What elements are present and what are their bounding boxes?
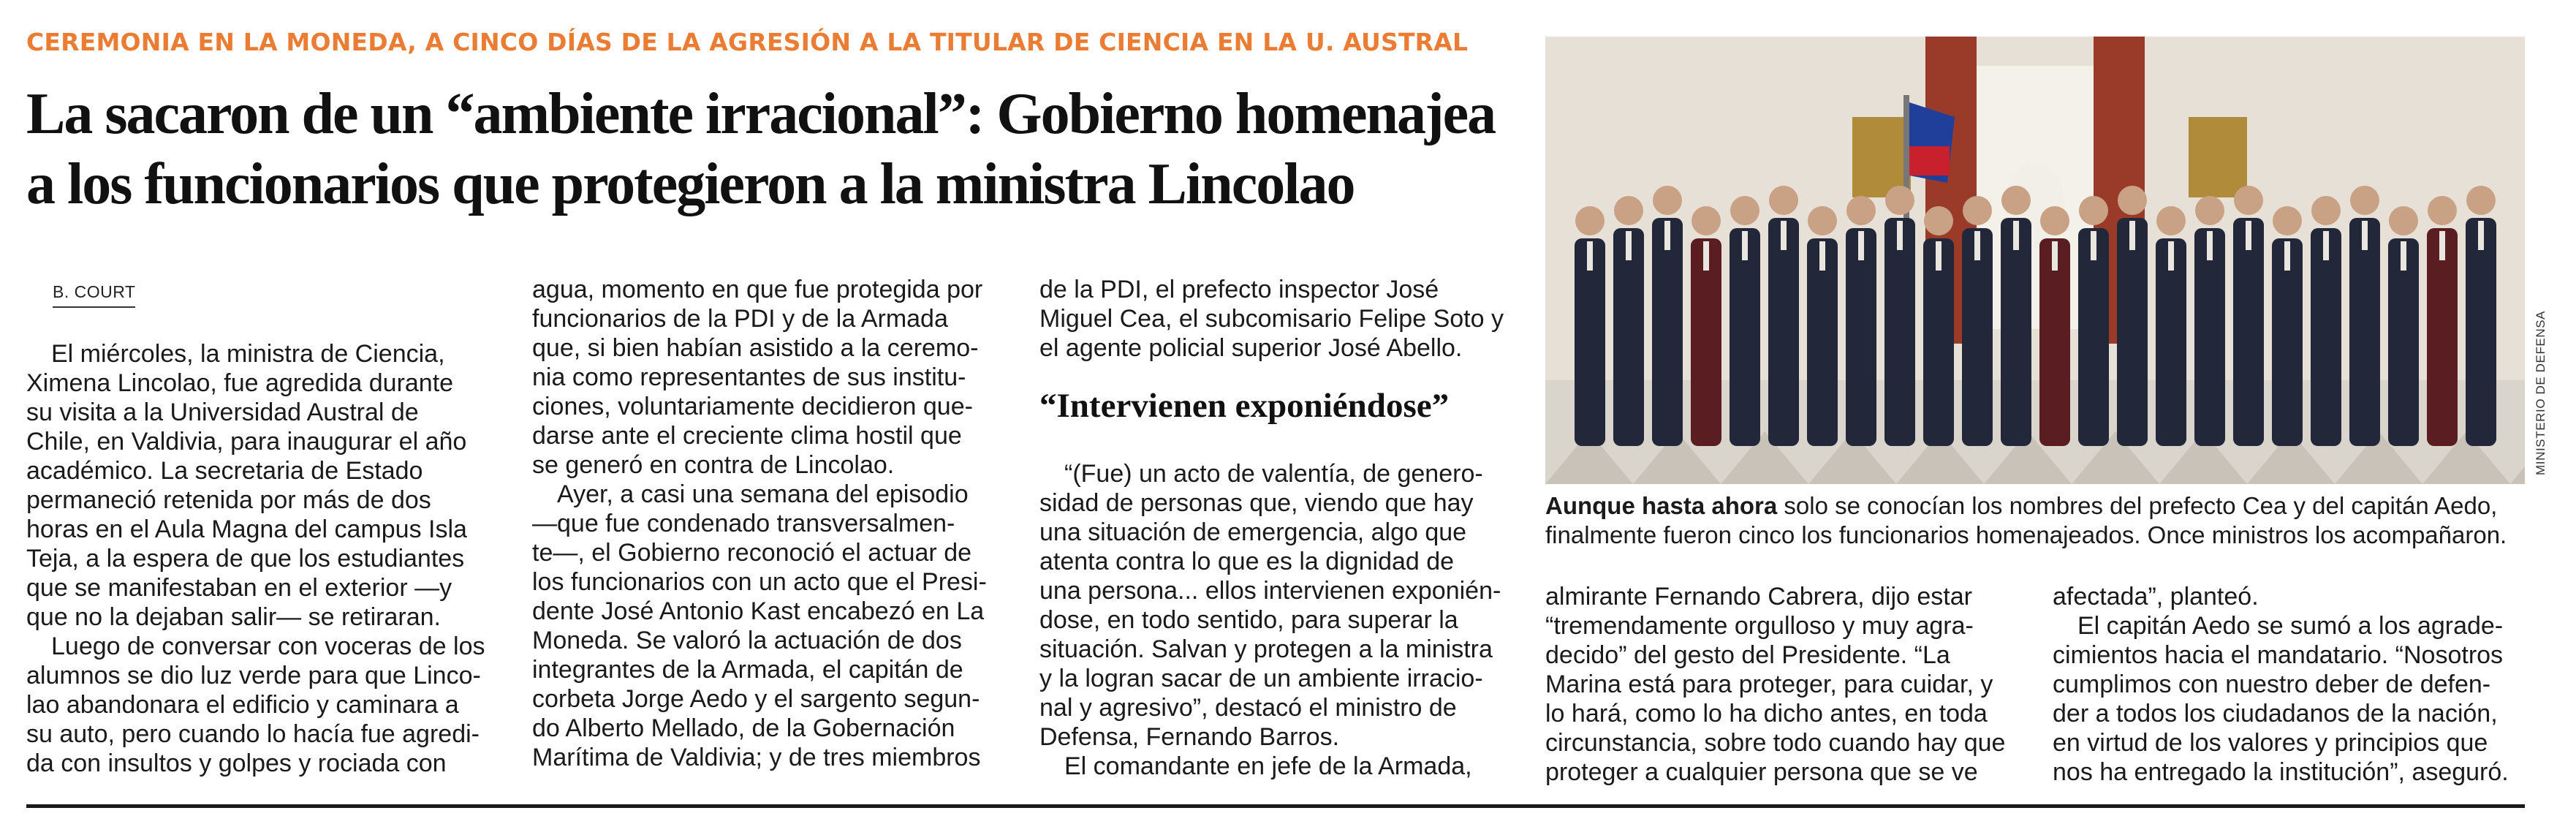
article-column-2 — [532, 275, 987, 772]
text-line: der a todos los ciudadanos de la nación, — [2053, 700, 2498, 728]
text-line: y la logran sacar de un ambiente irracio- — [1039, 665, 1483, 692]
text-line: nos ha entregado la institución”, aseguró. — [2053, 758, 2509, 786]
gilded-frame-right — [2189, 117, 2247, 197]
person-shirt — [2207, 231, 2213, 260]
person-body — [1652, 218, 1683, 446]
text-line: su visita a la Universidad Austral de — [26, 398, 419, 426]
text-line: funcionarios de la PDI y de la Armada — [532, 305, 948, 333]
person-head — [1846, 196, 1876, 225]
text-line: Ayer, a casi una semana del episodio — [532, 480, 969, 508]
text-line: —que fue condenado transversalmen- — [532, 510, 955, 537]
person-body — [1613, 228, 1644, 446]
text-line: afectada”, planteó. — [2053, 583, 2259, 611]
text-line: lao abandonara el edificio y caminara a — [26, 691, 459, 719]
photo-credit: MINISTERIO DE DEFENSA — [2534, 310, 2547, 475]
person-head — [2350, 186, 2379, 215]
gilded-frame-left — [1852, 117, 1911, 197]
text-line: decido” del gesto del Presidente. “La — [1545, 641, 1950, 669]
text-line: en virtud de los valores y principios que — [2053, 729, 2488, 757]
caption-line: finalmente fueron cinco los funcionarios homenajeados. Once ministros los acompañaron. — [1545, 521, 2507, 548]
text-line: Miguel Cea, el subcomisario Felipe Soto y — [1039, 305, 1504, 333]
text-line: agua, momento en que fue protegida por — [532, 276, 983, 303]
person-head — [1653, 186, 1682, 215]
person-shirt — [2013, 221, 2019, 250]
person-head — [2195, 196, 2224, 225]
article-column-3-continued — [1039, 459, 1501, 781]
photo-caption — [1545, 491, 2561, 550]
caption-line — [1545, 491, 2561, 521]
subhead: “Intervienen exponiéndose” — [1039, 387, 1450, 425]
text-line: permaneció retenida por más de dos — [26, 486, 431, 514]
person-head — [2234, 186, 2263, 215]
headline-line: a los funcionarios que protegieron a la ministra Lincolao — [26, 152, 1355, 216]
person-head — [2156, 206, 2186, 235]
person-shirt — [1858, 231, 1864, 260]
text-line: nia como representantes de sus institu- — [532, 363, 966, 391]
text-line: do Alberto Mellado, de la Gobernación — [532, 714, 955, 742]
person-head — [1808, 206, 1837, 235]
text-line: alumnos se dio luz verde para que Linco- — [26, 662, 481, 690]
text-line: “(Fue) un acto de valentía, de genero- — [1039, 460, 1483, 488]
text-line: académico. La secretaria de Estado — [26, 457, 423, 485]
caption-text: solo se conocían los nombres del prefecto Cea y del capitán Aedo, — [1777, 492, 2498, 519]
text-line: Defensa, Fernando Barros. — [1039, 723, 1340, 751]
person-body — [2427, 228, 2458, 446]
text-line: los funcionarios con un acto que el Presi- — [532, 568, 987, 596]
person-head — [2273, 206, 2302, 235]
text-line: nal y agresivo”, destacó el ministro de — [1039, 694, 1457, 722]
person-head — [2040, 206, 2069, 235]
text-line: lo hará, como lo ha dicho antes, en toda — [1545, 700, 1988, 728]
text-line: El capitán Aedo se sumó a los agrade- — [2053, 612, 2504, 640]
person-shirt — [2478, 221, 2484, 250]
person-body — [2194, 228, 2225, 446]
person-shirt — [2091, 231, 2096, 260]
person-head — [2001, 186, 2031, 215]
person-shirt — [2284, 241, 2290, 271]
text-line: atenta contra lo que es la dignidad de — [1039, 548, 1455, 575]
text-line: almirante Fernando Cabrera, dijo estar — [1545, 583, 1972, 611]
person-head — [1692, 206, 1721, 235]
person-head — [2311, 196, 2341, 225]
article-column-5 — [2053, 582, 2509, 787]
person-shirt — [1587, 241, 1593, 271]
person-body — [2349, 218, 2380, 446]
person-shirt — [2439, 231, 2445, 260]
text-line: horas en el Aula Magna del campus Isla — [26, 515, 467, 543]
person-shirt — [1936, 241, 1942, 271]
kicker: CEREMONIA EN LA MONEDA, A CINCO DÍAS DE LA AGRESIÓN A LA TITULAR DE CIENCIA EN LA U. AUSTRAL — [26, 28, 1469, 56]
text-line: dente José Antonio Kast encabezó en La — [532, 597, 985, 625]
person-head — [2389, 206, 2418, 235]
person-head — [1963, 196, 1992, 225]
byline: B. COURT — [53, 282, 135, 308]
person-body — [2078, 228, 2109, 446]
text-line: una situación de emergencia, algo que — [1039, 518, 1467, 546]
text-line: te—, el Gobierno reconoció el actuar de — [532, 539, 972, 567]
person-head — [2118, 186, 2147, 215]
text-line: El miércoles, la ministra de Ciencia, — [26, 340, 445, 368]
person-body — [2311, 228, 2341, 446]
text-line: el agente policial superior José Abello. — [1039, 334, 1463, 362]
person-shirt — [1626, 231, 1632, 260]
text-line: Chile, en Valdivia, para inaugurar el año — [26, 428, 467, 456]
text-line: corbeta Jorge Aedo y el sargento segun- — [532, 685, 980, 713]
person-head — [2428, 196, 2457, 225]
person-shirt — [1664, 221, 1670, 250]
text-line: Marítima de Valdivia; y de tres miembros — [532, 744, 981, 771]
person-body — [1962, 228, 1993, 446]
person-body — [1768, 218, 1799, 446]
text-line: una persona... ellos intervienen exponién- — [1039, 577, 1501, 605]
person-shirt — [1974, 231, 1980, 260]
person-body — [2117, 218, 2148, 446]
caption-lead: Aunque hasta ahora — [1545, 492, 1778, 519]
article-column-1 — [26, 339, 485, 778]
person-head — [2466, 186, 2496, 215]
text-line: Teja, a la espera de que los estudiantes — [26, 545, 465, 573]
text-line: Luego de conversar con voceras de los — [26, 632, 485, 660]
person-shirt — [2246, 221, 2251, 250]
person-shirt — [1742, 231, 1748, 260]
bottom-rule — [26, 804, 2525, 808]
person-shirt — [1897, 221, 1903, 250]
text-line: cimientos hacia el mandatario. “Nosotros — [2053, 641, 2504, 669]
person-shirt — [2323, 231, 2329, 260]
person-head — [2079, 196, 2108, 225]
ceremony-photo-illustration — [1545, 37, 2525, 484]
text-line: de la PDI, el prefecto inspector José — [1039, 276, 1439, 303]
person-body — [1730, 228, 1760, 446]
person-body — [2466, 218, 2496, 446]
text-line: integrantes de la Armada, el capitán de — [532, 656, 963, 684]
text-line: darse ante el creciente clima hostil que — [532, 422, 962, 450]
flag-red-band — [1909, 146, 1950, 175]
text-line: circunstancia, sobre todo cuando hay que — [1545, 729, 2006, 757]
text-line: que se manifestaban en el exterior —y — [26, 574, 452, 602]
person-head — [1924, 206, 1953, 235]
text-line: dose, en todo sentido, para superar la — [1039, 606, 1458, 634]
person-shirt — [2401, 241, 2406, 271]
text-line: sidad de personas que, viendo que hay — [1039, 489, 1474, 517]
headline — [26, 79, 1532, 219]
article-column-4 — [1545, 582, 2005, 787]
person-body — [1884, 218, 1915, 446]
person-shirt — [1703, 241, 1709, 271]
text-line: se generó en contra de Lincolao. — [532, 451, 895, 479]
person-shirt — [2168, 241, 2174, 271]
text-line: El comandante en jefe de la Armada, — [1039, 752, 1472, 780]
headline-line: La sacaron de un “ambiente irracional”: Gobierno homenajea — [26, 82, 1496, 146]
text-line: su auto, pero cuando lo hacía fue agredi- — [26, 720, 480, 748]
text-line: que, si bien habían asistido a la ceremo- — [532, 334, 979, 362]
text-line: “tremendamente orgulloso y muy agra- — [1545, 612, 1974, 640]
article-column-3 — [1039, 275, 1504, 363]
text-line: Ximena Lincolao, fue agredida durante — [26, 369, 454, 397]
text-line: cumplimos con nuestro deber de defen- — [2053, 670, 2491, 698]
person-body — [1846, 228, 1876, 446]
person-head — [1614, 196, 1643, 225]
text-line: Marina está para proteger, para cuidar, y — [1545, 670, 1993, 698]
person-head — [1730, 196, 1759, 225]
person-body — [2001, 218, 2031, 446]
text-line: Moneda. Se valoró la actuación de dos — [532, 627, 962, 654]
text-line: ciones, voluntariamente decidieron que- — [532, 393, 973, 420]
text-line: proteger a cualquier persona que se ve — [1545, 758, 1978, 786]
person-head — [1885, 186, 1914, 215]
text-line: que no la dejaban salir— se retiraran. — [26, 603, 441, 631]
person-shirt — [1781, 221, 1787, 250]
person-shirt — [2362, 221, 2368, 250]
person-head — [1769, 186, 1798, 215]
person-shirt — [2129, 221, 2135, 250]
person-shirt — [2052, 241, 2058, 271]
text-line: da con insultos y golpes y rociada con — [26, 749, 447, 777]
person-body — [2233, 218, 2264, 446]
text-line: situación. Salvan y protegen a la ministra — [1039, 635, 1493, 663]
news-photo — [1545, 37, 2525, 484]
person-shirt — [1819, 241, 1825, 271]
person-head — [1575, 206, 1605, 235]
